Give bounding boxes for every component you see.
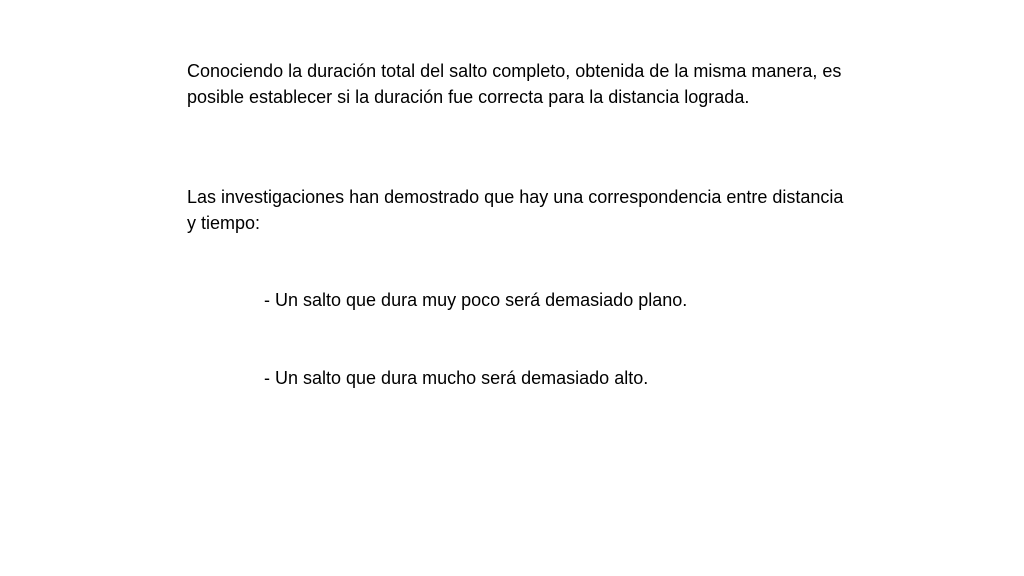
paragraph-duration: Conociendo la duración total del salto completo, obtenida de la misma manera, es posible establecer si la duración fue correcta para la distancia lograda. <box>187 61 842 107</box>
bullet-short-jump: - Un salto que dura muy poco será demasiado plano. <box>264 290 688 310</box>
bullet-long-jump: - Un salto que dura mucho será demasiado alto. <box>264 368 649 388</box>
paragraph-research: Las investigaciones han demostrado que hay una correspondencia entre distancia y tiempo: <box>187 187 844 233</box>
